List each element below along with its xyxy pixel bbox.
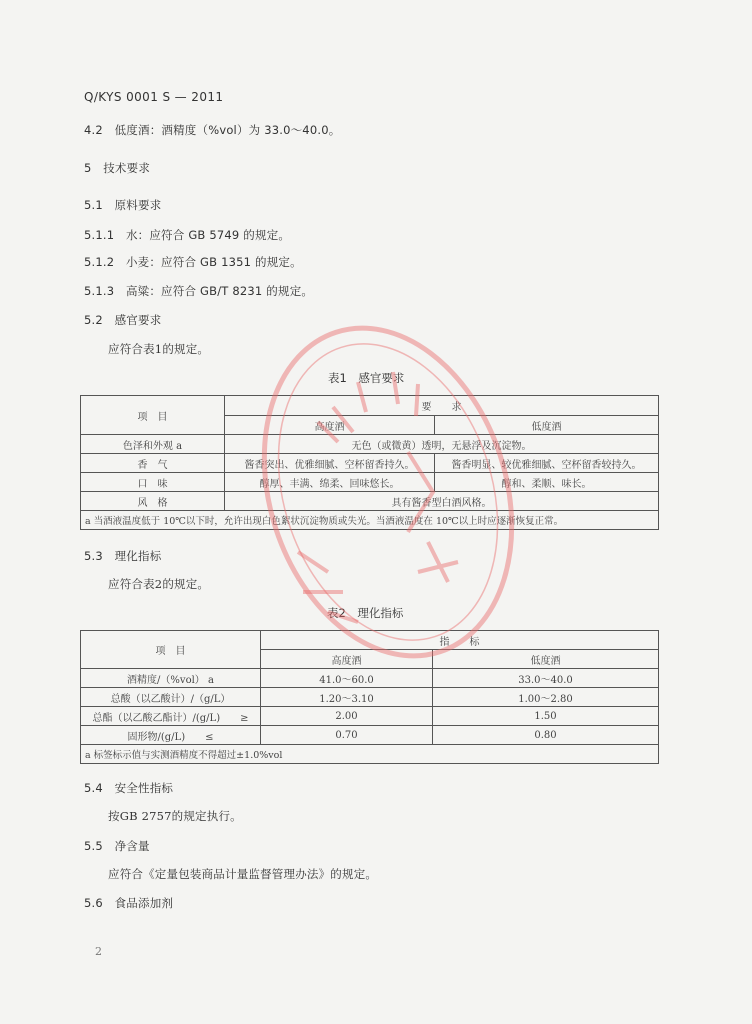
table1-header-item: 项 目: [81, 396, 225, 435]
clause-5-3-body: 应符合表2的规定。: [108, 577, 210, 591]
row-low: 0.80: [433, 726, 659, 745]
clause-5-1-3: 5.1.3 高粱：应符合 GB/T 8231 的规定。: [84, 284, 314, 298]
heading-5-6: 5.6 食品添加剂: [84, 896, 174, 910]
table2-header-high: 高度酒: [261, 650, 433, 669]
heading-5: 5 技术要求: [84, 161, 151, 175]
table1-header-low: 低度酒: [435, 416, 659, 435]
table-row: [81, 707, 659, 726]
table-note-row: [81, 745, 659, 764]
table-row: [81, 473, 659, 492]
row-low: 酱香明显、较优雅细腻、空杯留香较持久。: [435, 454, 659, 473]
row-item: 总酸（以乙酸计）/（g/L）: [81, 688, 261, 707]
row-value: 无色（或微黄）透明，无悬浮及沉淀物。: [225, 435, 659, 454]
table-row: [81, 726, 659, 745]
physicochemical-table: [80, 630, 659, 764]
row-item: 口 味: [81, 473, 225, 492]
heading-5-3: 5.3 理化指标: [84, 549, 162, 563]
heading-5-2: 5.2 感官要求: [84, 313, 162, 327]
heading-5-4: 5.4 安全性指标: [84, 781, 174, 795]
row-item: 香 气: [81, 454, 225, 473]
row-item: 总酯（以乙酸乙酯计）/(g/L) ≥: [81, 707, 261, 726]
table-row: [81, 435, 659, 454]
table2-header-item: 项 目: [81, 631, 261, 669]
table-row: [81, 492, 659, 511]
row-low: 1.50: [433, 707, 659, 726]
row-low: 33.0～40.0: [433, 669, 659, 688]
table-row: [81, 454, 659, 473]
row-high: 1.20～3.10: [261, 688, 433, 707]
clause-5-5-body: 应符合《定量包装商品计量监督管理办法》的规定。: [108, 867, 378, 881]
row-item: 酒精度/（%vol） a: [81, 669, 261, 688]
row-item: 色泽和外观 a: [81, 435, 225, 454]
clause-5-1-1: 5.1.1 水：应符合 GB 5749 的规定。: [84, 228, 291, 242]
table2-note: a 标签标示值与实测酒精度不得超过±1.0%vol: [81, 745, 659, 764]
row-high: 41.0～60.0: [261, 669, 433, 688]
clause-4-2: 4.2 低度酒：酒精度（%vol）为 33.0～40.0。: [84, 123, 341, 137]
clause-5-2-body: 应符合表1的规定。: [108, 342, 210, 356]
row-high: 醇厚、丰满、绵柔、回味悠长。: [225, 473, 435, 492]
heading-5-5: 5.5 净含量: [84, 839, 150, 853]
row-high: 酱香突出、优雅细腻、空杯留香持久。: [225, 454, 435, 473]
table2-header-low: 低度酒: [433, 650, 659, 669]
row-low: 醇和、柔顺、味长。: [435, 473, 659, 492]
clause-5-1-2: 5.1.2 小麦：应符合 GB 1351 的规定。: [84, 255, 302, 269]
sensory-table: [80, 395, 659, 530]
table1-note: a 当酒液温度低于 10℃以下时，允许出现白色絮状沉淀物质或失光。当酒液温度在 10℃以上时应逐渐恢复正常。: [81, 511, 659, 530]
table-row: [81, 669, 659, 688]
table-note-row: [81, 511, 659, 530]
table2-header-indicator: 指 标: [261, 631, 659, 650]
row-low: 1.00～2.80: [433, 688, 659, 707]
row-item: 风 格: [81, 492, 225, 511]
table2-caption: 表2 理化指标: [327, 606, 404, 620]
table1-header-high: 高度酒: [225, 416, 435, 435]
heading-5-1: 5.1 原料要求: [84, 198, 162, 212]
row-high: 2.00: [261, 707, 433, 726]
row-value: 具有酱香型白酒风格。: [225, 492, 659, 511]
table1-caption: 表1 感官要求: [328, 371, 405, 385]
standard-code: Q/KYS 0001 S — 2011: [84, 90, 224, 104]
clause-5-4-body: 按GB 2757的规定执行。: [108, 809, 242, 823]
row-high: 0.70: [261, 726, 433, 745]
table1-header-requirement: 要 求: [225, 396, 659, 416]
table-row: [81, 688, 659, 707]
row-item: 固形物/(g/L) ≤: [81, 726, 261, 745]
page-number: 2: [95, 945, 103, 958]
